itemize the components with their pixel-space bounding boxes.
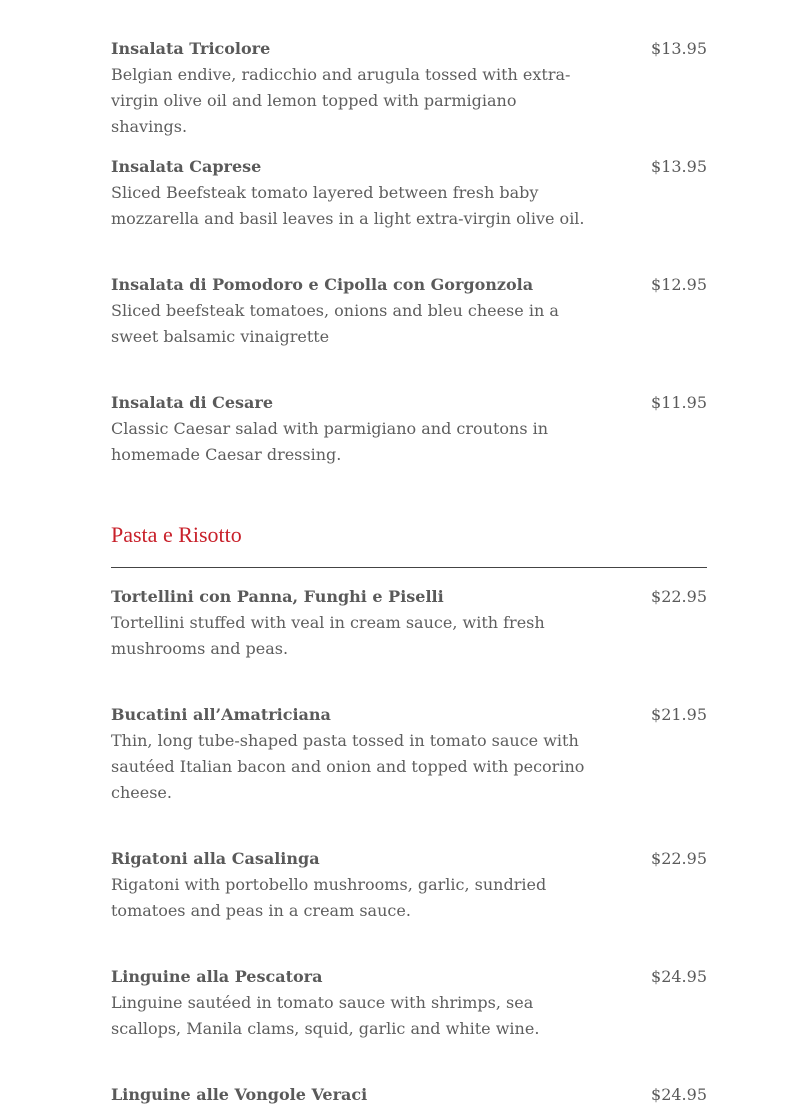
item-name: Insalata di Cesare bbox=[111, 393, 273, 412]
item-description: Classic Caesar salad with parmigiano and croutons in homemade Caesar dressing. bbox=[111, 419, 549, 464]
item-price: $24.95 bbox=[651, 967, 707, 986]
item-description: Sliced Beefsteak tomato layered between fresh baby mozzarella and basil leaves in a light extra-virgin olive oil. bbox=[111, 183, 585, 228]
item-description: Tortellini stuffed with veal in cream sauce, with fresh mushrooms and peas. bbox=[111, 613, 545, 658]
item-name: Rigatoni alla Casalinga bbox=[111, 849, 320, 868]
item-name: Linguine alla Pescatora bbox=[111, 967, 323, 986]
item-price: $12.95 bbox=[651, 275, 707, 294]
item-price: $21.95 bbox=[651, 705, 707, 724]
item-description: Thin, long tube-shaped pasta tossed in tomato sauce with sautéed Italian bacon and onion and topped with pecorino cheese. bbox=[111, 731, 585, 802]
item-name: Linguine alle Vongole Veraci bbox=[111, 1085, 368, 1104]
item-description: Belgian endive, radicchio and arugula tossed with extra-virgin olive oil and lemon topped with parmigiano shavings. bbox=[111, 65, 571, 136]
item-price: $24.95 bbox=[651, 1085, 707, 1104]
item-description: Rigatoni with portobello mushrooms, garlic, sundried tomatoes and peas in a cream sauce. bbox=[111, 875, 547, 920]
item-name: Insalata Tricolore bbox=[111, 39, 271, 58]
section-divider bbox=[111, 567, 707, 568]
item-name: Insalata Caprese bbox=[111, 157, 262, 176]
section-title-pasta: Pasta e Risotto bbox=[111, 522, 242, 547]
item-price: $13.95 bbox=[651, 157, 707, 176]
item-price: $11.95 bbox=[651, 393, 707, 412]
item-name: Bucatini all’Amatriciana bbox=[111, 705, 331, 724]
item-name: Tortellini con Panna, Funghi e Piselli bbox=[111, 587, 444, 606]
item-description: Sliced beefsteak tomatoes, onions and bleu cheese in a sweet balsamic vinaigrette bbox=[111, 301, 559, 346]
item-price: $22.95 bbox=[651, 587, 707, 606]
item-price: $13.95 bbox=[651, 39, 707, 58]
item-description: Linguine sautéed in tomato sauce with shrimps, sea scallops, Manila clams, squid, garlic and white wine. bbox=[111, 993, 540, 1038]
item-price: $22.95 bbox=[651, 849, 707, 868]
item-name: Insalata di Pomodoro e Cipolla con Gorgonzola bbox=[111, 275, 534, 294]
